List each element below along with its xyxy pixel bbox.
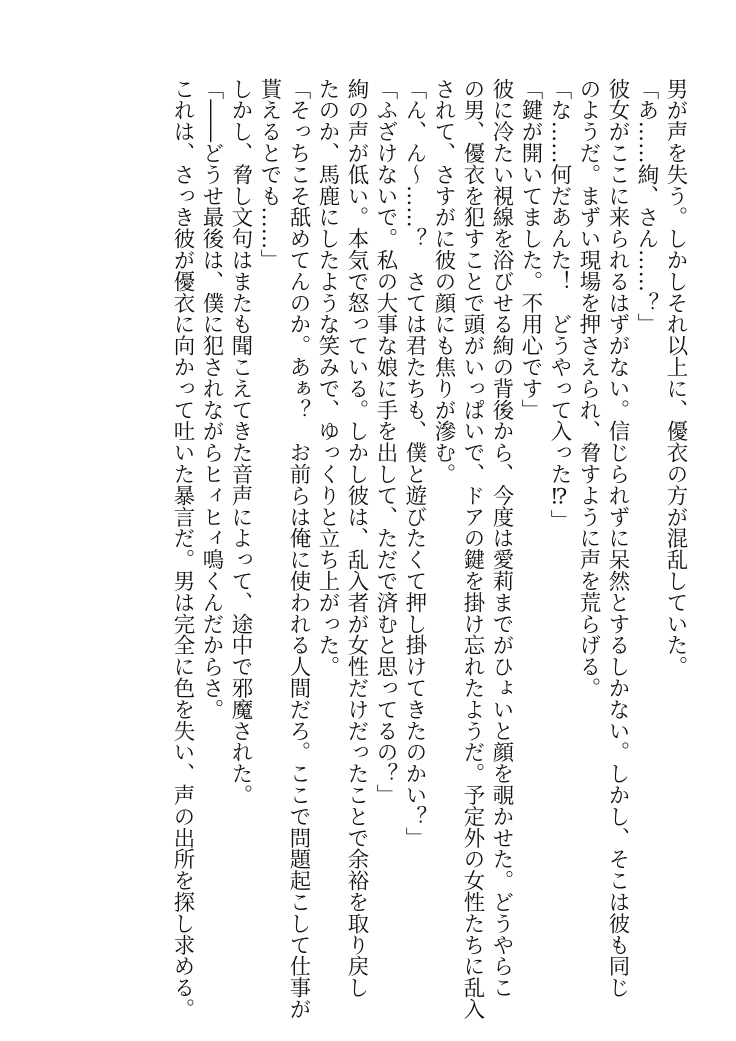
text-line: 「な……何だあんた！ どうやって入った⁉」 xyxy=(547,78,572,531)
text-line: の男、優衣を犯すことで頭がいっぱいで、ドアの鍵を掛け忘れたようだ。予定外の女性たちに乱入 xyxy=(460,78,485,1020)
text-line: 「あ……絢、さん……？」 xyxy=(634,78,659,335)
text-line: 彼に冷たい視線を浴びせる絢の背後から、今度は愛莉までがひょいと顔を覗かせた。どうやらこ xyxy=(489,78,514,999)
text-line: 「鍵が開いてました。不用心です」 xyxy=(518,78,543,421)
text-line: これは、さっき彼が優衣に向かって吐いた暴言だ。男は完全に色を失い、声の出所を探し求める。 xyxy=(170,78,195,1020)
text-line: たのか、馬鹿にしたような笑みで、ゆっくりと立ち上がった。 xyxy=(315,78,340,678)
text-line: 貰えるとでも……」 xyxy=(257,78,282,271)
text-line: 「そっちこそ舐めてんのか。あぁ？ お前らは俺に使われる人間だろ。ここで問題起こして仕事が xyxy=(286,78,311,1020)
text-line: 男が声を失う。しかしそれ以上に、優衣の方が混乱していた。 xyxy=(663,78,688,678)
vertical-text-body xyxy=(168,78,690,1020)
text-line: 絢の声が低い。本気で怒っている。しかし彼は、乱入者が女性だけだったことで余裕を取り戻し xyxy=(344,78,369,999)
text-line: 「ん、ん〜……？ さては君たちも、僕と遊びたくて押し掛けてきたのかい？」 xyxy=(402,78,427,849)
text-line: しかし、脅し文句はまたも聞こえてきた音声によって、途中で邪魔された。 xyxy=(228,78,253,806)
text-line: 「――どうせ最後は、僕に犯されながらヒィヒィ鳴くんだからさ。 xyxy=(199,78,224,720)
text-line: 彼女がここに来られるはずがない。信じられずに呆然とするしかない。しかし、そこは彼も同じ xyxy=(605,78,630,999)
text-line: されて、さすがに彼の顔にも焦りが滲む。 xyxy=(431,78,456,485)
text-line: のようだ。まずい現場を押さえられ、脅すように声を荒らげる。 xyxy=(576,78,601,699)
text-line: 「ふざけないで。私の大事な娘に手を出して、ただで済むと思ってるの？」 xyxy=(373,78,398,806)
